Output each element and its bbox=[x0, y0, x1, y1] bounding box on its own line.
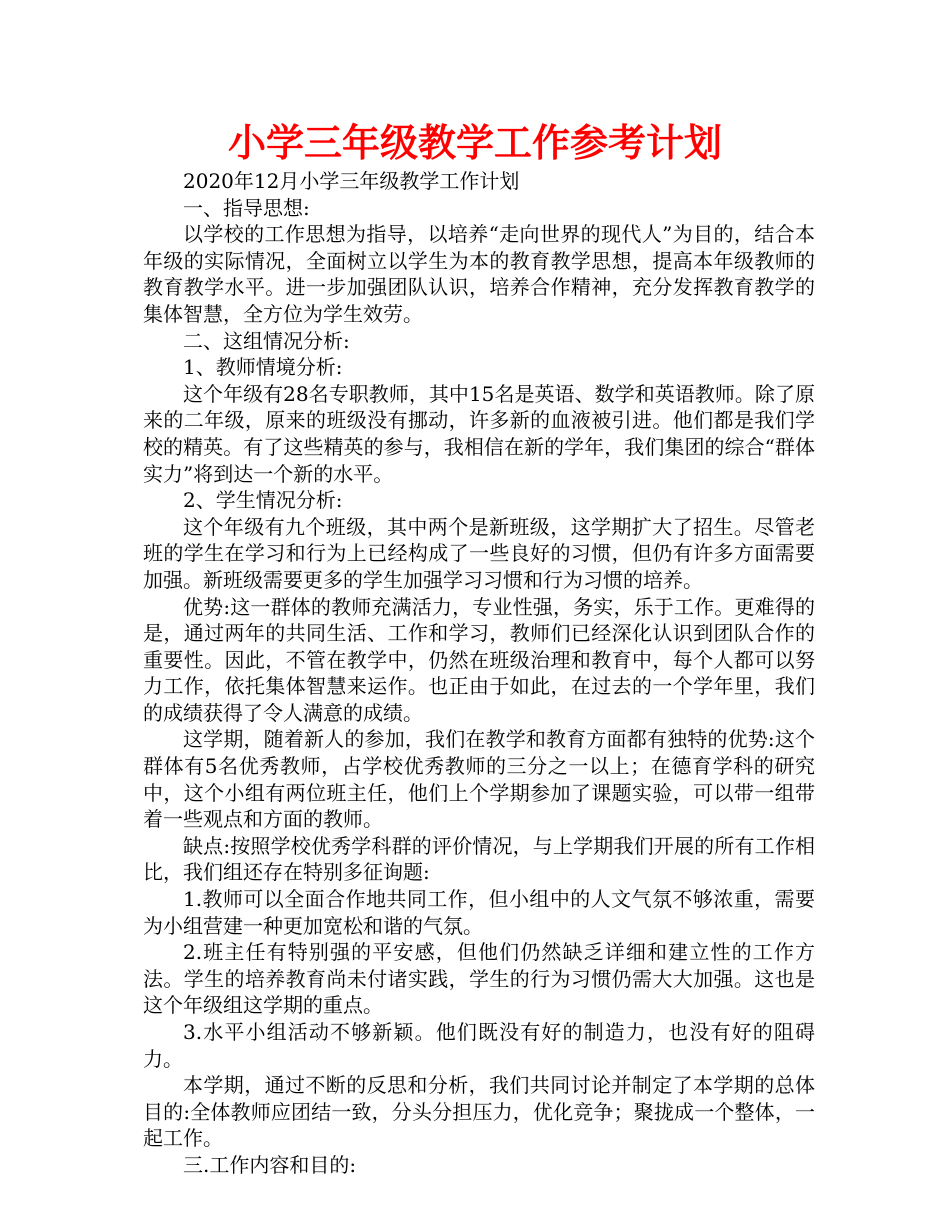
paragraph-teacher-analysis-heading: 1、教师情境分析: bbox=[183, 355, 343, 380]
paragraph-student-analysis-heading: 2、学生情况分析: bbox=[183, 488, 343, 513]
paragraph-this-semester: 这学期，随着新人的参加，我们在教学和教育方面都有独特的优势:这个群体有5名优秀教师，占学校优秀教师的三分之一以上；在德育学科的研究中，这个小组有两位班主任，他们上个学期参加了课题实验，可以带一组带着一些观点和方面的教师。 bbox=[143, 727, 815, 832]
paragraph-overall-goal: 本学期，通过不断的反思和分析，我们共同讨论并制定了本学期的总体目的:全体教师应团结一致，分头分担压力，优化竞争；聚拢成一个整体，一起工作。 bbox=[143, 1073, 815, 1151]
paragraph-guiding-thought: 以学校的工作思想为指导，以培养“走向世界的现代人”为目的，结合本年级的实际情况，全面树立以学生为本的教育教学思想，提高本年级教师的教育教学水平。进一步加强团队认识，培养合作精神，充分发挥教育教学的集体智慧，全方位为学生效劳。 bbox=[143, 222, 815, 326]
document-title: 小学三年级教学工作参考计划 bbox=[227, 121, 722, 165]
paragraph-student-analysis: 这个年级有九个班级，其中两个是新班级，这学期扩大了招生。尽管老班的学生在学习和行为上已经构成了一些良好的习惯，但仍有许多方面需要加强。新班级需要更多的学生加强学习习惯和行为习惯的培养。 bbox=[143, 514, 815, 592]
paragraph-weakness-3: 3.水平小组活动不够新颖。他们既没有好的制造力，也没有好的阻碍力。 bbox=[143, 1020, 815, 1071]
paragraph-section-2-heading: 二、这组情况分析: bbox=[183, 328, 350, 353]
paragraph-weakness-1: 1.教师可以全面合作地共同工作，但小组中的人文气氛不够浓重，需要为小组营建一种更加宽松和谐的气氛。 bbox=[143, 887, 815, 938]
document-body bbox=[143, 168, 815, 1179]
paragraph-weaknesses: 缺点:按照学校优秀学科群的评价情况，与上学期我们开展的所有工作相比，我们组还存在特别多征询题: bbox=[143, 833, 815, 885]
paragraph-weakness-2: 2.班主任有特别强的平安感，但他们仍然缺乏详细和建立性的工作方法。学生的培养教育尚未付诸实践，学生的行为习惯仍需大大加强。这也是这个年级组这学期的重点。 bbox=[143, 940, 815, 1018]
paragraph-section-3-heading: 三.工作内容和目的: bbox=[183, 1152, 357, 1177]
paragraph-strengths: 优势:这一群体的教师充满活力，专业性强，务实，乐于工作。更难得的是，通过两年的共同生活、工作和学习，教师们已经深化认识到团队合作的重要性。因此，不管在教学中，仍然在班级治理和教育中，每个人都可以努力工作，依托集体智慧来运作。也正由于如此，在过去的一个学年里，我们的成绩获得了令人满意的成绩。 bbox=[143, 594, 815, 725]
paragraph-date-heading: 2020年12月小学三年级教学工作计划 bbox=[183, 169, 520, 193]
paragraph-section-1-heading: 一、指导思想: bbox=[183, 195, 310, 220]
paragraph-teacher-analysis: 这个年级有28名专职教师，其中15名是英语、数学和英语教师。除了原来的二年级，原来的班级没有挪动，许多新的血液被引进。他们都是我们学校的精英。有了这些精英的参与，我相信在新的学年，我们集团的综合“群体实力”将到达一个新的水平。 bbox=[143, 381, 815, 486]
